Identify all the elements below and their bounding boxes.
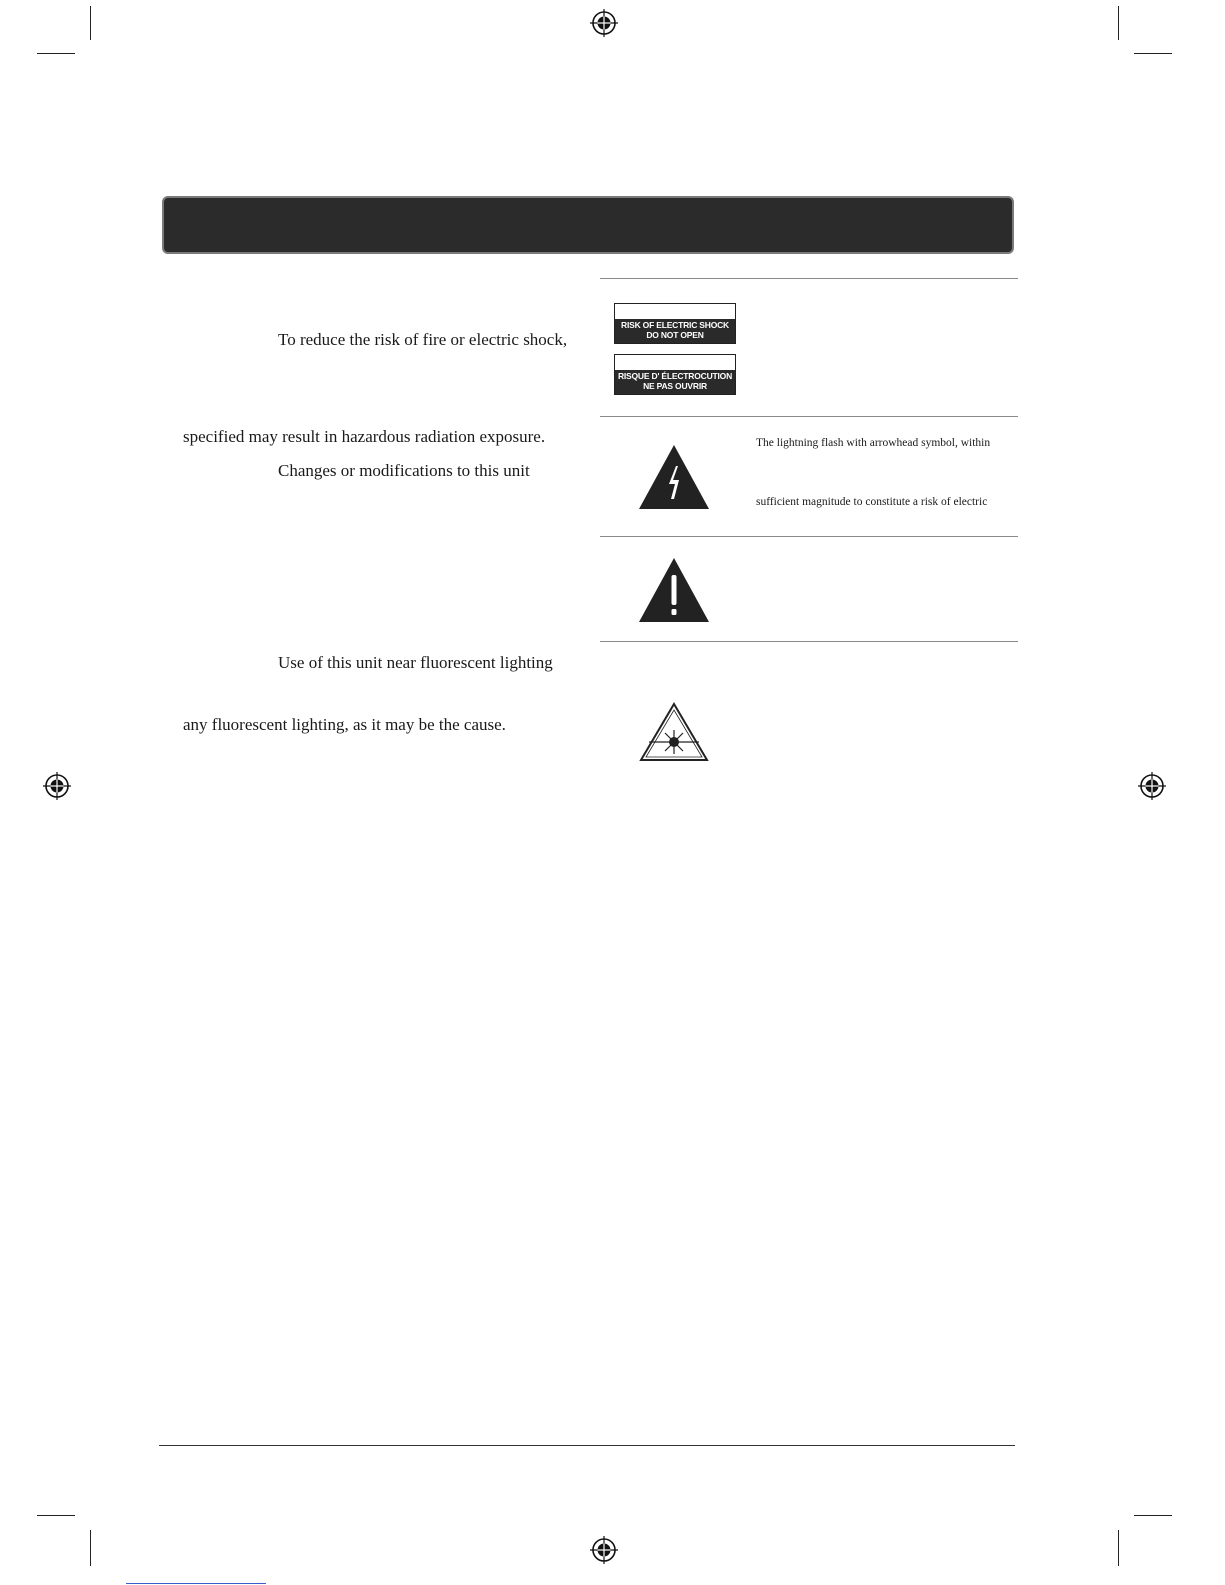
fluorescent-paragraph-line: Use of this unit near fluorescent lighting: [278, 653, 553, 672]
crop-mark-top-right-h: [1134, 53, 1172, 54]
caution-label-french: [614, 354, 736, 395]
lightning-description-line: The lightning flash with arrowhead symbol, within: [756, 437, 991, 449]
lightning-warning-icon: [638, 444, 710, 510]
crop-mark-bottom-right-h: [1134, 1515, 1172, 1516]
caution-label-line: RISQUE D' ÉLECTROCUTION: [617, 371, 733, 381]
registration-mark-icon: [42, 771, 72, 801]
registration-mark-icon: [589, 1535, 619, 1565]
divider: [600, 641, 1018, 642]
fluorescent-paragraph-line: any fluorescent lighting, as it may be the cause.: [183, 715, 506, 734]
laser-warning-icon: [639, 702, 709, 762]
footer-rule: [159, 1445, 1015, 1446]
crop-mark-top-left-h: [37, 53, 75, 54]
registration-mark-icon: [589, 8, 619, 38]
exclamation-warning-icon: [638, 557, 710, 623]
registration-mark-icon: [1137, 771, 1167, 801]
crop-mark-bottom-left-v: [90, 1530, 91, 1566]
modifications-paragraph-line: Changes or modifications to this unit: [278, 461, 530, 480]
caution-label-line: DO NOT OPEN: [646, 329, 704, 340]
warning-paragraph-line: To reduce the risk of fire or electric shock,: [278, 330, 568, 349]
crop-mark-top-left-v: [90, 6, 91, 40]
crop-mark-top-right-v: [1118, 6, 1119, 40]
lightning-description-line: sufficient magnitude to constitute a risk of electric: [756, 496, 988, 508]
divider: [600, 416, 1018, 417]
caution-label-line: NE PAS OUVRIR: [643, 380, 707, 391]
divider: [600, 278, 1018, 279]
crop-mark-bottom-right-v: [1118, 1530, 1119, 1566]
caution-label-line: RISK OF ELECTRIC SHOCK: [621, 320, 729, 330]
link-underline: [126, 1583, 266, 1584]
crop-mark-bottom-left-h: [37, 1515, 75, 1516]
section-header-banner: [162, 196, 1014, 254]
divider: [600, 536, 1018, 537]
laser-paragraph-line: specified may result in hazardous radiation exposure.: [183, 427, 546, 446]
caution-label-english: [614, 303, 736, 344]
